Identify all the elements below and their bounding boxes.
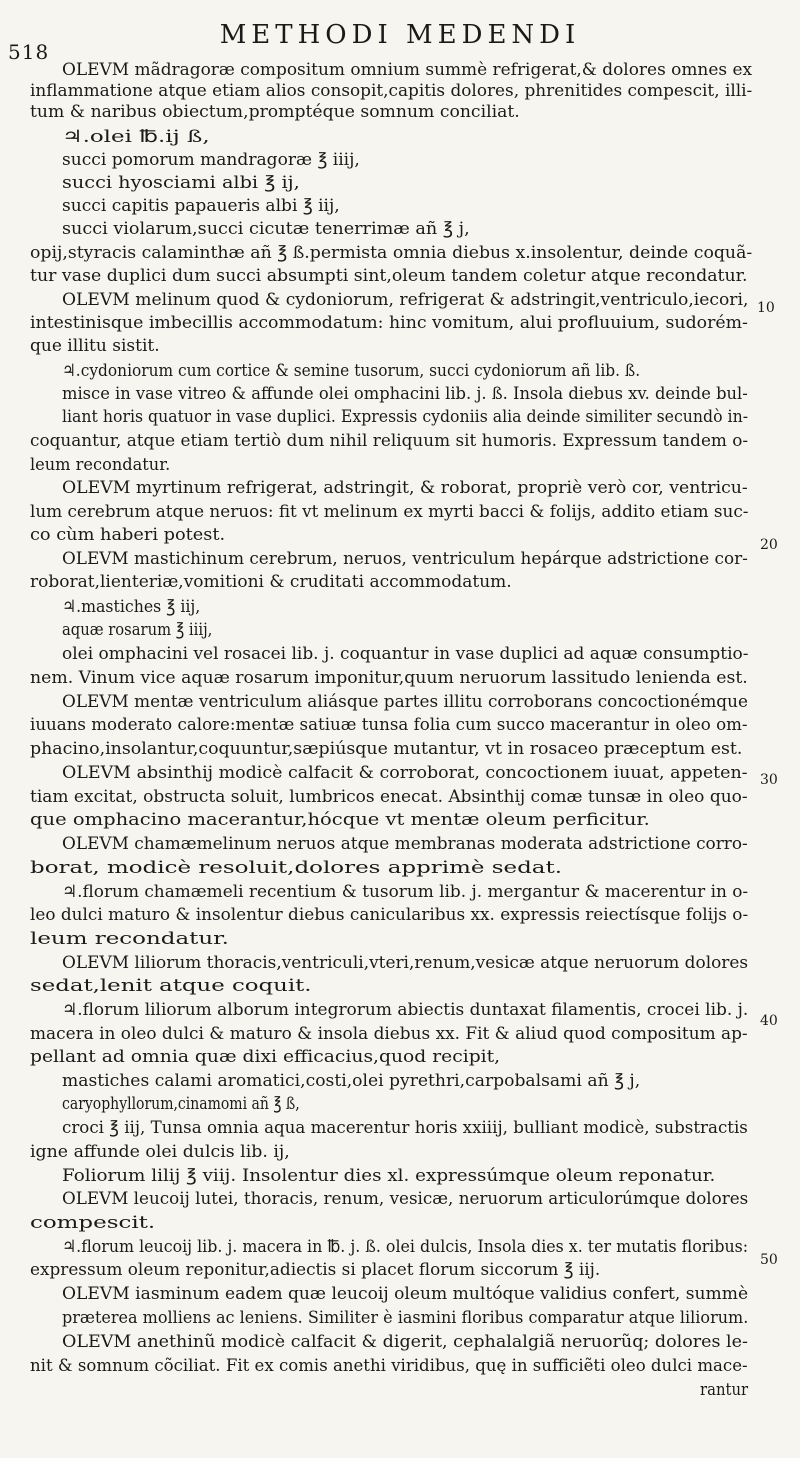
text-line: phacino,insolantur,coquuntur,sæpiúsque mutantur, vt in rosaceo præceptum est. [30,739,743,759]
text-line: liant horis quatuor in vase duplici. Expressis cydoniis alia deinde similiter secundò in- [62,407,749,427]
text-line: borat, modicè resoluit,dolores apprimè sedat. [30,858,563,878]
text-line: OLEVM anethinũ modicè calfacit & digerit, cephalalgiã neruorũq; dolores le- [62,1332,748,1352]
text-line: iuuans moderato calore:mentæ satiuæ tunsa folia cum succo macerantur in oleo om- [30,715,748,735]
text-line: sedat,lenit atque coquit. [30,976,312,996]
text-line: leum recondatur. [30,455,171,475]
text-line: misce in vase vitreo & affunde olei omphacini lib. j. ß. Insola diebus xv. deinde bul- [62,384,748,404]
text-line: lum cerebrum atque neruos: fit vt melinum ex myrti bacci & folijs, addito etiam suc- [30,502,749,522]
text-line: succi capitis papaueris albi ℥ iij, [62,196,340,216]
text-line: que illitu sistit. [30,336,160,356]
text-line: OLEVM melinum quod & cydoniorum, refrigerat & adstringit,ventriculo,iecori, [62,290,749,310]
text-line: succi pomorum mandragoræ ℥ iiij, [62,150,360,170]
text-line: intestinisque imbecillis accommodatum: hinc vomitum, alui profluuium, sudorém- [30,313,748,333]
text-line: nem. Vinum vice aquæ rosarum imponitur,quum neruorum lassitudo lenienda est. [30,668,748,688]
text-line: igne affunde olei dulcis lib. ij, [30,1142,290,1162]
text-line: ♃.mastiches ℥ iij, [62,597,201,617]
text-line: OLEVM chamæmelinum neruos atque membranas moderata adstrictione corro- [62,834,748,854]
text-line: ♃.florum liliorum alborum integrorum abiectis duntaxat filamentis, crocei lib. j. [62,1000,749,1020]
text-line: ♃.florum chamæmeli recentium & tusorum lib. j. mergantur & macerentur in o- [62,882,749,902]
text-line: inflammatione atque etiam alios consopit,capitis dolores, phrenitides compescit, illi- [30,81,753,101]
text-line: OLEVM mastichinum cerebrum, neruos, ventriculum hepárque adstrictione cor- [62,549,748,569]
margin-line-number: 40 [760,1013,778,1029]
text-line: OLEVM liliorum thoracis,ventriculi,vteri,renum,vesicæ atque neruorum dolores [62,953,749,973]
text-line: succi violarum,succi cicutæ tenerrimæ añ ℥ j, [62,219,470,239]
margin-line-number: 20 [760,537,778,553]
text-line: OLEVM myrtinum refrigerat, adstringit, & roborat, propriè verò cor, ventricu- [62,478,748,498]
running-head: METHODI MEDENDI [219,20,581,50]
text-line: croci ℥ iij, Tunsa omnia aqua macerentur horis xxiiij, bulliant modicè, substractis [62,1118,748,1138]
text-line: coquantur, atque etiam tertiò dum nihil reliquum sit humoris. Expressum tandem o- [30,431,749,451]
margin-line-number: 30 [760,772,778,788]
text-line: OLEVM mãdragoræ compositum omnium summè refrigerat,& dolores omnes ex [62,60,753,80]
text-line: tiam excitat, obstructa soluit, lumbricos enecat. Absinthij comæ tunsæ in oleo quo- [30,787,748,807]
page-number: 518 [8,40,50,64]
text-line: ♃.cydoniorum cum cortice & semine tusorum, succi cydoniorum añ lib. ß. [62,361,641,381]
text-line: tum & naribus obiectum,promptéque somnum conciliat. [30,102,520,122]
text-line: ♃.olei ℔.ij ß, [62,127,210,147]
text-line: OLEVM iasminum eadem quæ leucoij oleum multóque validius confert, summè [62,1284,749,1304]
text-line: succi hyosciami albi ℥ ij, [62,173,300,193]
text-line: leo dulci maturo & insolentur diebus canicularibus xx. expressis reiectísque folijs o- [30,905,749,925]
text-line: OLEVM absinthij modicè calfacit & corroborat, concoctionem iuuat, appeten- [62,763,748,783]
text-line: tur vase duplici dum succi absumpti sint,oleum tandem coletur atque recondatur. [30,266,748,286]
text-line: expressum oleum reponitur,adiectis si placet florum siccorum ℥ iij. [30,1260,601,1280]
margin-line-number: 50 [760,1252,778,1268]
text-line: pellant ad omnia quæ dixi efficacius,quod recipit, [30,1047,501,1067]
text-line: rantur [700,1380,749,1400]
text-line: compescit. [30,1213,156,1233]
text-line: OLEVM mentæ ventriculum aliásque partes illitu corroborans concoctionémque [62,692,748,712]
text-line: roborat,lienteriæ,vomitioni & cruditati accommodatum. [30,572,512,592]
margin-line-number: 10 [757,300,775,316]
text-line: olei omphacini vel rosacei lib. j. coquantur in vase duplici ad aquæ consumptio- [62,644,749,664]
text-line: nit & somnum cõciliat. Fit ex comis anethi viridibus, quę in sufficiẽti oleo dulci mace- [30,1356,748,1376]
text-line: præterea molliens ac leniens. Similiter è iasmini floribus comparatur atque liliorum. [62,1308,749,1328]
text-line: mastiches calami aromatici,costi,olei pyrethri,carpobalsami añ ℥ j, [62,1071,641,1091]
text-line: aquæ rosarum ℥ iiij, [62,620,213,640]
text-line: leum recondatur. [30,929,229,949]
text-line: OLEVM leucoij lutei, thoracis, renum, vesicæ, neruorum articulorúmque dolores [62,1189,749,1209]
text-line: co cùm haberi potest. [30,525,226,545]
text-line: macera in oleo dulci & maturo & insola diebus xx. Fit & aliud quod compositum ap- [30,1024,748,1044]
text-line: Foliorum lilij ℥ viij. Insolentur dies xl. expressúmque oleum reponatur. [62,1166,716,1186]
text-line: ♃.florum leucoij lib. j. macera in ℔. j. ß. olei dulcis, Insola dies x. ter mutatis floribus: [62,1237,749,1257]
text-line: opij,styracis calaminthæ añ ℥ ß.permista omnia diebus x.insolentur, deinde coquã- [30,243,753,263]
text-line: que omphacino macerantur,hócque vt mentæ oleum perficitur. [30,810,650,830]
text-line: caryophyllorum,cinamomi añ ℥ ß, [62,1094,300,1114]
